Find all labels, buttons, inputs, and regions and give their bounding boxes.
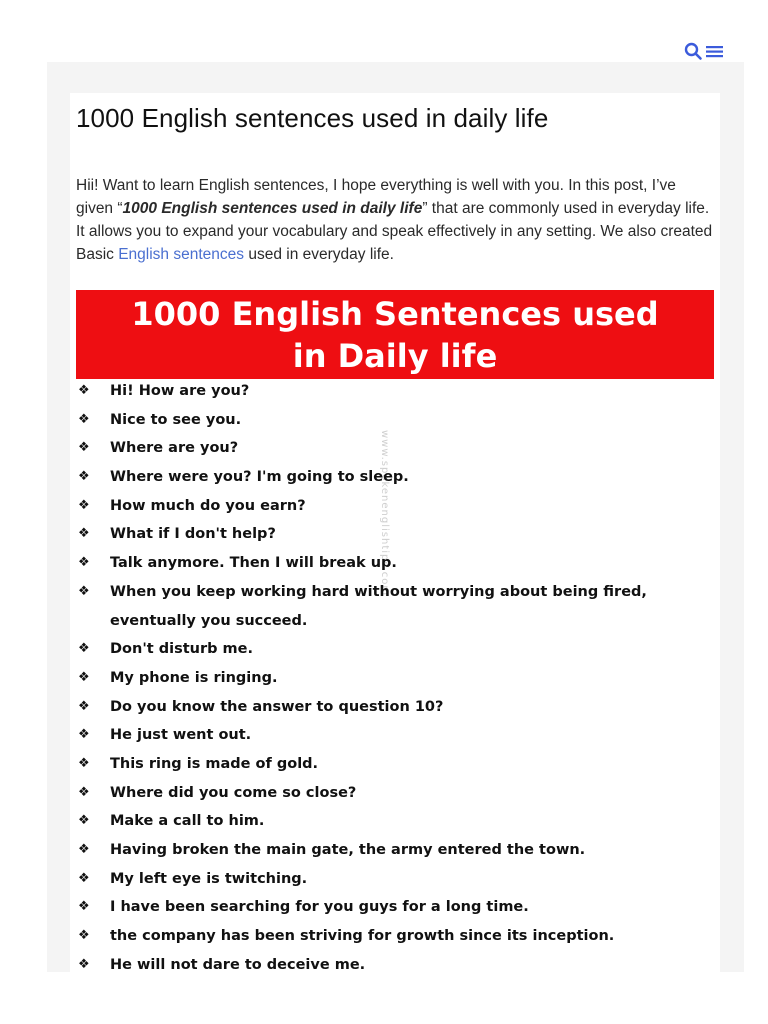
sentence-list — [76, 377, 714, 972]
diamond-bullet-icon: ❖ — [78, 669, 90, 685]
list-item: ❖ Don't disturb me. — [76, 635, 714, 664]
intro-paragraph — [76, 174, 716, 266]
list-item: ❖ Make a call to him. — [76, 807, 714, 836]
sentences-image — [76, 290, 714, 972]
list-item: ❖ He will not dare to deceive me. — [76, 951, 714, 972]
diamond-bullet-icon: ❖ — [78, 899, 90, 915]
diamond-bullet-icon: ❖ — [78, 383, 90, 398]
list-item: ❖ He just went out. — [76, 721, 714, 750]
list-item: ❖ How much do you earn? — [76, 492, 714, 521]
english-sentences-link[interactable]: English sentences — [118, 246, 245, 263]
list-item: ❖ My phone is ringing. — [76, 664, 714, 693]
list-item: ❖ Nice to see you. — [76, 406, 714, 435]
list-item: ❖ Hi! How are you? — [76, 377, 714, 406]
list-item: ❖ What if I don't help? — [76, 520, 714, 549]
diamond-bullet-icon: ❖ — [78, 641, 90, 657]
diamond-bullet-icon: ❖ — [78, 813, 90, 829]
diamond-bullet-icon: ❖ — [78, 755, 90, 771]
list-item: ❖ I have been searching for you guys for a long time. — [76, 893, 714, 922]
article-card — [70, 93, 720, 972]
diamond-bullet-icon: ❖ — [78, 928, 90, 944]
diamond-bullet-icon: ❖ — [78, 784, 90, 800]
top-bar — [0, 0, 768, 62]
banner-line-1: 1000 English Sentences used — [131, 295, 659, 333]
diamond-bullet-icon: ❖ — [78, 698, 90, 714]
list-item: ❖ Talk anymore. Then I will break up. — [76, 549, 714, 578]
banner-line-2: in Daily life — [292, 337, 498, 375]
list-item: ❖ My left eye is twitching. — [76, 865, 714, 894]
diamond-bullet-icon: ❖ — [78, 870, 90, 886]
diamond-bullet-icon: ❖ — [78, 956, 90, 972]
diamond-bullet-icon: ❖ — [78, 469, 90, 485]
list-item-continuation: eventually you succeed. — [110, 612, 308, 629]
diamond-bullet-icon: ❖ — [78, 727, 90, 743]
list-item: ❖ When you keep working hard without worrying about being fired, — [76, 578, 714, 607]
intro-bold-phrase: 1000 English sentences used in daily life — [122, 200, 423, 217]
intro-text-3: used in everyday life. — [244, 246, 394, 263]
image-banner — [76, 290, 714, 379]
diamond-bullet-icon: ❖ — [78, 497, 90, 513]
intro-text-1: Hii! Want to learn English sentences, I hope everything is well with you. In this post, I’ve given “ — [76, 177, 676, 217]
list-item: ❖ Do you know the answer to question 10? — [76, 693, 714, 722]
list-item: ❖ the company has been striving for growth since its inception. — [76, 922, 714, 951]
diamond-bullet-icon: ❖ — [78, 440, 90, 456]
diamond-bullet-icon: ❖ — [78, 842, 90, 857]
page-title: 1000 English sentences used in daily life — [76, 103, 549, 133]
diamond-bullet-icon: ❖ — [78, 583, 90, 599]
list-item: ❖ Having broken the main gate, the army entered the town. — [76, 836, 714, 865]
list-item: ❖ Where are you? — [76, 434, 714, 463]
watermark: www.spokenenglishtips.com — [379, 430, 390, 597]
list-item: ❖ Where did you come so close? — [76, 779, 714, 808]
diamond-bullet-icon: ❖ — [78, 411, 90, 427]
list-item: ❖ Where were you? I'm going to sleep. — [76, 463, 714, 492]
diamond-bullet-icon: ❖ — [78, 555, 90, 571]
diamond-bullet-icon: ❖ — [78, 526, 90, 542]
list-item: ❖ This ring is made of gold. — [76, 750, 714, 779]
intro-text-2: ” that are commonly used in everyday life. It allows you to expand your vocabulary and speak effectively in any setting. We also created Basic — [76, 200, 713, 263]
